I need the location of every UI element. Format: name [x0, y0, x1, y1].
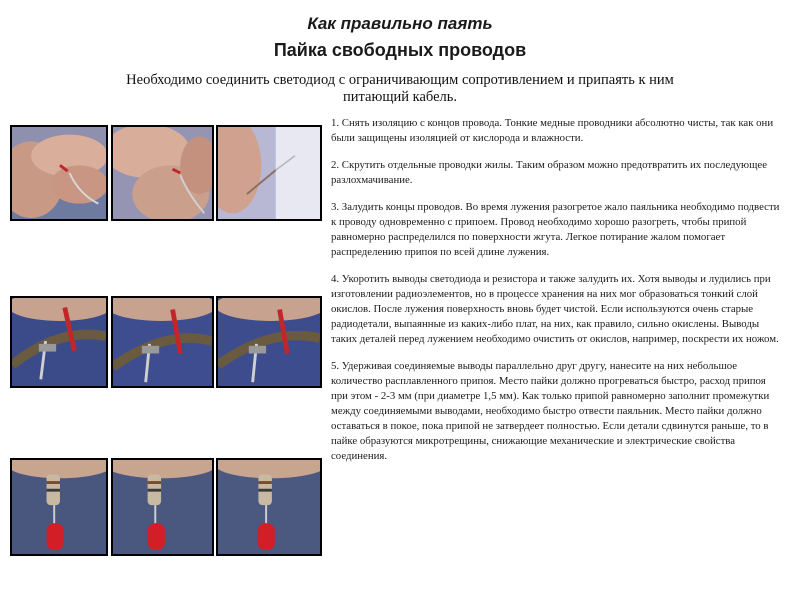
- lead-tinning-photo-1: [10, 296, 108, 388]
- wire-stripping-photo-2: [111, 125, 214, 221]
- led-soldering-photo-2: [111, 458, 214, 556]
- led-soldering-photo-1: [10, 458, 108, 556]
- step-4-text: 4. Укоротить выводы светодиода и резистора и также залудить их. Хотя выводы и лудились при изготовлении радиоэлементов, но в процессе хранения на них мог образоваться тонкий слой окислов. После лужения поверхность вновь будет чистой. Если используются очень старые радиодетали, выпаянные из каких-либо плат, на них, как правило, сильно окислены. Выводы таких деталей перед лужением необходимо очистить от окислов, например, поскрести их ножом.: [331, 273, 779, 345]
- wire-stripping-photo-3: [216, 125, 322, 221]
- step-5-text: 5. Удерживая соединяемые выводы параллельно друг другу, нанесите на них небольшое количество расплавленного припоя. Место пайки должно прогреваться быстро, расход припоя при этом - 2-3 мм (при диаметре 1,5 мм). Как только припой равномерно заполнит промежутки между соединяемыми выводами, необходимо быстро отвести паяльник. Место пайки должно оставаться в покое, пока припой не затвердеет полностью. Если детали сдвинутся раньше, то в пайке образуются микротрещины, снижающие механические и электрические свойства соединения.: [331, 360, 770, 462]
- led-soldering-photo-3: [216, 458, 322, 556]
- lead-tinning-photo-2: [111, 296, 214, 388]
- lead-tinning-photo-3: [216, 296, 322, 388]
- intro-text: Необходимо соединить светодиод с ограничивающим сопротивлением и припаять к ним питающий кабель.: [126, 72, 674, 105]
- page-title: Как правильно паять: [307, 14, 493, 33]
- step-1-text: 1. Снять изоляцию с концов провода. Тонкие медные проводники абсолютно чисты, так как они были защищены изоляцией от кислорода и влажности.: [331, 117, 774, 144]
- instruction-steps: [331, 116, 783, 476]
- page-subtitle: Пайка свободных проводов: [273, 40, 527, 60]
- step-2-text: 2. Скрутить отдельные проводки жилы. Таким образом можно предотвратить их последующее разлохмачивание.: [331, 159, 767, 186]
- step-3-text: 3. Залудить концы проводов. Во время лужения разогретое жало паяльника необходимо подвести к проводу одновременно с припоем. Провод необходимо хорошо разогреть, чтобы припой равномерно распределился по поверхности жгута. Легкое потирание жалом помогает распределению припоя по всей длине лужения.: [331, 201, 780, 258]
- wire-stripping-photo-1: [10, 125, 108, 221]
